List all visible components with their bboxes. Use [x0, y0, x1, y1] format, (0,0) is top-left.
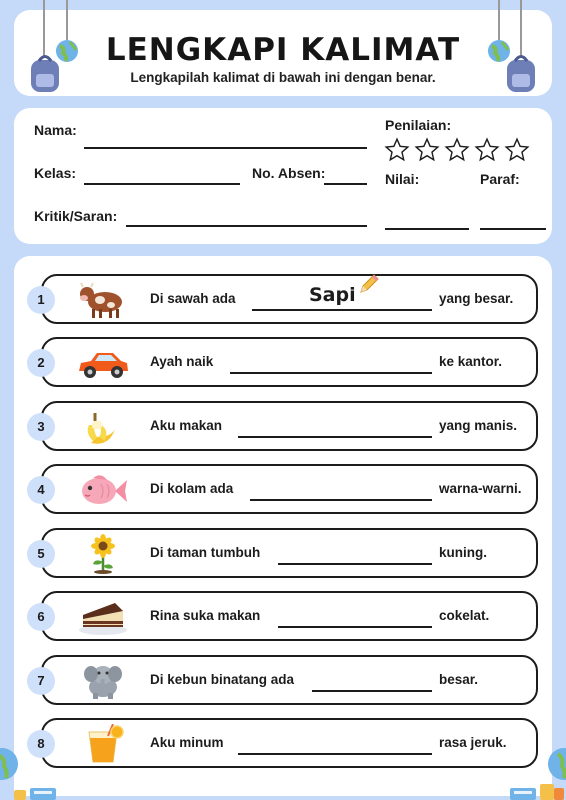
car-icon — [75, 343, 131, 383]
sentence-start: Ayah naik — [150, 354, 214, 369]
elephant-icon — [75, 661, 131, 701]
exercise-row-4 — [41, 464, 538, 514]
feedback-label: Kritik/Saran: — [34, 208, 118, 224]
answer-text: Sapi — [309, 284, 356, 306]
answer-blank-1[interactable] — [252, 309, 432, 311]
assessment-label: Penilaian: — [385, 117, 452, 133]
star-icon[interactable] — [444, 137, 470, 163]
item-number-badge: 1 — [27, 286, 55, 314]
exercise-row-2 — [41, 337, 538, 387]
sentence-start: Aku makan — [150, 418, 223, 433]
header-card — [14, 10, 552, 96]
hanging-string — [43, 0, 45, 58]
absence-number-field[interactable] — [324, 183, 367, 185]
absence-number-label: No. Absen: — [252, 165, 326, 181]
item-number-badge: 7 — [27, 667, 55, 695]
answer-blank-3[interactable] — [238, 436, 432, 438]
sentence-end: cokelat. — [439, 608, 490, 623]
answer-blank-6[interactable] — [278, 626, 432, 628]
globe-icon — [54, 38, 80, 64]
exercise-row-3 — [41, 401, 538, 451]
globe-icon — [546, 744, 566, 784]
sentence-start: Aku minum — [150, 735, 224, 750]
name-label: Nama: — [34, 122, 77, 138]
school-supplies-icon — [14, 782, 78, 800]
exercise-row-1 — [41, 274, 538, 324]
sentence-end: kuning. — [439, 545, 487, 560]
star-icon[interactable] — [504, 137, 530, 163]
star-icon[interactable] — [414, 137, 440, 163]
sentence-end: yang manis. — [439, 418, 518, 433]
signature-field[interactable] — [480, 228, 546, 230]
orange-juice-icon — [75, 724, 131, 764]
school-supplies-icon — [500, 780, 566, 800]
class-label: Kelas: — [34, 165, 77, 181]
feedback-field[interactable] — [126, 225, 367, 227]
backpack-icon — [504, 54, 538, 94]
answer-blank-7[interactable] — [312, 690, 432, 692]
score-label: Nilai: — [385, 171, 420, 187]
sentence-start: Di sawah ada — [150, 291, 236, 306]
score-field[interactable] — [385, 228, 469, 230]
item-number-badge: 2 — [27, 349, 55, 377]
item-number-badge: 8 — [27, 730, 55, 758]
page-title: LENGKAPI KALIMAT — [105, 32, 461, 68]
item-number-badge: 6 — [27, 603, 55, 631]
exercise-row-7 — [41, 655, 538, 705]
star-icon[interactable] — [474, 137, 500, 163]
signature-label: Paraf: — [480, 171, 520, 187]
sentence-end: warna-warni. — [439, 481, 522, 496]
exercise-row-5 — [41, 528, 538, 578]
answer-blank-2[interactable] — [230, 372, 432, 374]
sentence-end: besar. — [439, 672, 479, 687]
sunflower-icon — [75, 534, 131, 574]
sentence-start: Rina suka makan — [150, 608, 261, 623]
sentence-end: rasa jeruk. — [439, 735, 507, 750]
sentence-start: Di taman tumbuh — [150, 545, 261, 560]
sentence-start: Di kebun binatang ada — [150, 672, 295, 687]
exercise-row-8 — [41, 718, 538, 768]
cow-icon — [75, 280, 131, 320]
sentence-end: yang besar. — [439, 291, 514, 306]
cake-icon — [75, 597, 131, 637]
banana-icon — [75, 407, 131, 447]
globe-icon — [0, 744, 20, 784]
sentence-start: Di kolam ada — [150, 481, 234, 496]
name-field[interactable] — [84, 147, 367, 149]
answer-blank-4[interactable] — [250, 499, 432, 501]
answer-blank-8[interactable] — [238, 753, 432, 755]
hanging-string — [498, 0, 500, 40]
star-icon[interactable] — [384, 137, 410, 163]
rating-stars[interactable] — [384, 137, 530, 163]
answer-blank-5[interactable] — [278, 563, 432, 565]
hanging-string — [520, 0, 522, 58]
item-number-badge: 5 — [27, 540, 55, 568]
item-number-badge: 4 — [27, 476, 55, 504]
fish-icon — [75, 470, 131, 510]
sentence-end: ke kantor. — [439, 354, 503, 369]
item-number-badge: 3 — [27, 413, 55, 441]
class-field[interactable] — [84, 183, 240, 185]
pencil-icon — [357, 272, 381, 296]
exercise-row-6 — [41, 591, 538, 641]
hanging-string — [66, 0, 68, 40]
page-subtitle: Lengkapilah kalimat di bawah ini dengan benar. — [130, 70, 436, 85]
